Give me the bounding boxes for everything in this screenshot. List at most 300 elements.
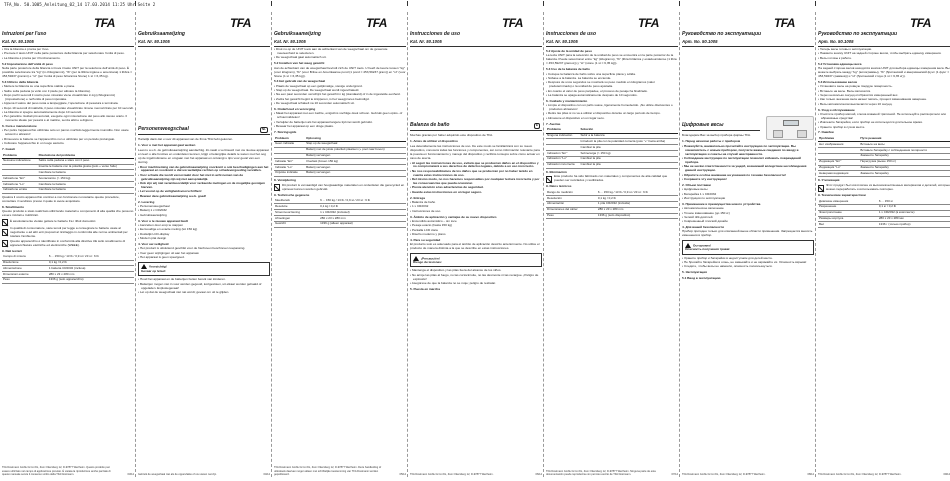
specs-table [274,199,406,228]
list-item: • La bilancia si spegne automaticamente dopo 10 secondi. [2,109,82,114]
table-cell: 0,1 kg / 0,2 lb [48,260,134,266]
section-heading: 8. Eliminación [546,169,567,174]
section-heading: 8. Verwijdering [274,177,296,182]
list-item: • Batterijen mogen niet in vuur worden gegooid, kortgesloten, uit elkaar worden gehaald of opgeladen. Explosiegevaar! [138,281,262,290]
paragraph: La tecla UNIT para la selección de la unidad de peso se encuentra en la parte posterior de la balanza. Puede seleccionar entre "kg" (kilogramo), "lb" (libra británica y estadounidense (1 libra = 453,59237 gramos)) y "st" (stone (1 st = 6,35 kg)). [546,53,677,66]
list-item: • De weegschaal gaat automatisch uit. [274,55,327,60]
fold-line [543,12,544,477]
table-cell: Afmetingen [274,216,319,222]
table-cell: Перегрузка (выше 150 кг) [859,159,950,165]
list-item: • Verwijder de batterijen als het apparaat langere tijd niet wordt gebruikt. [274,119,373,124]
section-heading: 6. Cuidado y mantenimiento [546,98,588,103]
table-cell: Resolutie [274,204,319,210]
table-cell: Замените батарейку [859,171,950,177]
paragraph: Muchas gracias por haber adquirido este dispositivo de TFA. [410,133,494,138]
brand-logo: TFA [230,16,251,30]
list-item: • Per pulire l'apparecchio utilizzate solo un panno morbido leggermente inumidito. Non usare solventi o abrasivi! [2,128,129,137]
product-heading: Цифровые весы [682,122,724,128]
section-heading: 3. Ámbito de aplicación y ventajas de su nuevo dispositivo [410,214,497,219]
list-item: • Zodra het gewicht begint te knipperen, is het weegproces beëindigd. [274,96,370,101]
section-heading: 5.3 Использование весов [818,79,857,84]
list-item: • Salire sulla pedana (a volto con il piede per attivare la bilancia). [2,88,91,93]
table-cell: Indicazione "Lo" [2,182,38,188]
list-item: • Después de unos segundos se mostrará su peso medido en kilogramos (valor predeterminado) o la unidad de peso ajustada. [546,80,655,89]
table-row [2,187,134,193]
list-item: • Точное взвешивание (до 150 кг) [682,210,730,215]
page-footer: Gebruik de weegschaal niet als de oppervlakte of uw voeten nat zijn. 04/14 [138,472,270,476]
page-number: 05/14 [399,472,406,476]
list-item: • No nos responsabilizamos de los daños que se produzcan por no haber tenido en cuenta estas instrucciones de uso. [410,168,533,177]
page-model: Kat. Nr. 50.1005 [274,38,306,44]
list-item: • 1 x CR2032 [410,204,429,209]
section-heading: 4. Для вашей безопасности [682,225,725,230]
page-dutch-1 [138,16,270,476]
table-cell: 1336 g (solo apparecchio) [48,277,134,283]
table-cell: 1 batteria CR2032 (inclusa) [48,266,134,272]
list-item: • Het apparaat is geen speelgoed. [138,255,185,260]
list-item: • Мы не несём ответственности за ущерб, возникший вследствие несоблюдения данной инструкции. [682,164,807,173]
page-spanish-1 [410,16,542,476]
page-number: 07/14 [671,472,678,476]
list-item: • Instrucciones de uso [410,208,441,213]
table-cell: 0,1 kg / 0,2 lb [319,204,406,210]
specs-table [2,255,134,284]
table-cell: Salire sulla pedana e stare con il peso [38,158,134,164]
page-title: Istruzioni per l'uso [2,31,47,37]
list-item: • Теперь весы готовы к эксплуатации. [818,47,873,51]
table-cell: Cambiare la batteria [38,170,134,176]
page-number: 08/14 [807,472,814,476]
table-header-cell: Проблема [818,136,859,141]
list-item: • Весы автоматически выключатся через 10 секунд. [818,101,893,106]
list-item: • Guarde estas instrucciones en un lugar seguro. [410,189,483,194]
list-item: • Rimuovere le batterie se l'apparecchio non è utilizzato per un periodo prolungato. [2,136,116,141]
list-item: • Следите, чтобы весы не намокли, опасность поскользнуться. [682,264,773,269]
list-item: • Современный плоский дизайн [682,219,728,224]
list-item: • Весы готовы к работе. [818,55,852,60]
page-body [410,120,542,292]
paragraph: Этот продукт был изготовлен из высококачественных материалов и деталей, которые можно переработать и использовать повторно. [826,183,950,192]
table-cell: Resolución [546,196,597,202]
list-item: • Stap op de weegschaal. De weegschaal wordt ingeschakeld. [274,88,360,93]
section-heading: 5.3 Utilizzo della bilancia [2,79,39,84]
paragraph: Leest u a.u.b. de gebruiksaanwijzing aandachtig. Zo raakt u vertrouwd met uw nieuwe apparaat en leert u alle functies en onderdelen kennen, krijgt u belangrijke details te weten met het oog op de ingebruikname en omgaan met het apparaat en ontvangt u tips voor geval van een storing. [138,147,269,164]
fold-line [135,12,136,477]
list-item: • Het product is uitsluitend geschikt voor de hierboven beschreven toepassing. [138,246,246,251]
section-heading: 5.3 Uso de la balanza de baño [546,67,590,72]
list-item: • Per garantire risultati più accurati, eseguire ogni misurazione del peso allo stesso orario. Il momento ideale per pesarsi è al mattino, senza abiti e a digiuno. [2,114,128,123]
section-heading: 5.2 Impostazione dell'unità di peso [2,61,53,66]
table-header-cell: Problema [2,153,38,158]
table-cell: 1 x CR2032 (inclusief) [319,210,406,216]
table-cell: Встаньте на весы [859,142,950,148]
fold-line [271,12,272,477]
list-item: • Modern plat design [138,236,167,241]
list-item: • Ook zijn wij niet verantwoordelijk voor verkeerde metingen en de mogelijke gevolgen hiervan. [138,181,265,190]
list-item: • Let vooral op de veiligheidsvoorschriften! [138,189,202,194]
table-cell: Rango de medición [546,190,597,195]
table-cell: Indicación "Err" [546,151,580,157]
section-heading: 1. Voor u met het apparaat gaat werken [138,143,196,148]
table-cell: Нет изображения [818,142,859,148]
table-cell: Indicazione "Err" [2,176,38,182]
page-dutch-2 [274,16,406,476]
warning-box: ¡Precaución! Riesgo de lesiones: [410,253,542,267]
list-item: • Автоматическое включение [682,206,724,211]
page-title: Gebruiksaanwijzing [274,31,321,37]
list-item: • Mantenga el dispositivo y las pilas fuera del alcance de los niños. [410,268,502,273]
section-heading: 3. Применение и преимущества нового устройства [682,201,761,206]
page-body [546,48,678,221]
table-cell: Peso [2,277,48,283]
list-item: • Четкий ЖК-дисплей [682,214,713,219]
paragraph: Nella parte posteriore della bilancia si trova il tasto UNIT per la selezione dell'unità di peso. È possibile selezionare tra "kg" (in chilogrammi), "lb" (per la libbra inglese e americana) 1 libbra = 453,59237 grammi) e "st" (per l'unità di peso britannica Stone) 1 st = 6,35 kg). [2,65,133,78]
table-row [2,277,134,283]
paragraph: Hartelijk dank dat u voor dit apparaat van de firma TFA hebt gekozen. [138,137,234,142]
table-cell: Cambiare la batteria [38,187,134,193]
table-cell: Dimensiones del cárter [546,207,597,213]
page-spanish-2 [546,16,678,476]
list-item: • Preste atención a las advertencias de seguridad. [410,185,484,190]
section-heading: 2. Объем поставки [682,182,711,187]
table-cell: Indicatie "Err" [274,159,305,165]
table-cell: Batterij vervangen [305,170,406,176]
fold-line [815,12,816,477]
page-model: Kat. Nr. 50.1005 [546,38,578,44]
list-item: • Door inachtneming van de gebruiksaanwijzing voorkomt u ook beschadigingen aan het apparaat en voorkomt u dat uw wettelijke rechten op schadevergoeding vervallen. [138,164,269,173]
table-cell: 6 ... 150 kg / 13 lb / 0,9 st / 23 st : 6 lb [319,199,406,204]
table-row [546,213,678,219]
crop-mark [271,1,272,6]
table-cell: Batterij vervangen [305,153,406,159]
paragraph: In qualità di consumatore, siete tenuti per legge a consegnare le batterie usate al negoziante o ad altri enti preposti al riciclaggio in conformità alle norme ambientali per tutelare l'ambiente. [10,225,128,238]
section-heading: 7. Guasti [2,147,16,152]
table-cell: Cambiar la pila [580,162,678,168]
list-item: • Balanza de baño [410,200,436,205]
divider [138,134,270,135]
page-footer: TFA Dostmann GmbH & Co.KG, Zum Ottersberg 12, D-97877 Wertheim. Questo prodotto può essere utilizzato nel campo di applicazione previsto. È vietata la riproduzione anche parziale di questo manuale senza il consenso scritto della TFA Dostmann. 03/14 [2,466,134,476]
list-item: • Plaats de weegschaal op een gelijkmatige, stevige ondergrond. [274,83,363,88]
table-cell: Cambiare la batteria [38,182,134,188]
page-footer: TFA Dostmann GmbH & Co.KG, Zum Ottersberg 12, D-97877 Wertheim. 06/14 [410,472,542,476]
section-heading: 4. Voor uw veiligheid [138,242,169,246]
paragraph: Dit product is vervaardigd van hoogwaardige materialen en onderdelen die gerecycled en opnieuw kunnen worden gebruikt. [282,182,405,191]
table-cell: Электропитание [818,210,878,216]
section-heading: 7. Ошибки [818,130,834,135]
table-header-cell: Solución [580,128,678,133]
list-item: • Encendido automático – sin toce [410,219,457,224]
paragraph: Aan de achterkant van de weegschaal bevindt zich de UNIT toets. U heeft de keuze tussen "kg" (voor kilogram), "lb" (voor Britse en Amerikaanse pond (1 pond = 453,59237 gram)) en "st" (voor Stone (1 st = 6,35 kg)). [274,65,406,78]
list-item: • Súbase a la balanza. La balanza se enciende. [546,75,612,80]
section-heading: 9. Technische gegevens [274,192,310,197]
table-cell: Onjuiste indicatie [274,170,305,176]
list-item: • Eenvoudige en exacte meting (tot 150 kg) [138,227,198,232]
brand-logo: TFA [910,16,931,30]
table-cell: 6 ... 150 kg / 13 lb / 0,9 st / 23 st : 6 lb [48,255,134,260]
list-item: • Нажмите кнопку UNIT на задней стороне весов, чтобы выбрать единицу измерения. [818,51,942,56]
page-title: Instrucciones de uso [410,31,461,37]
brand-logo: TFA [502,16,523,30]
table-cell: Stap op de weegschaal [305,141,406,147]
table-header-cell: Risoluzione del problema [38,153,134,158]
page-body [818,48,950,230]
page-body [138,124,270,295]
list-item: • La bilancia è pronta per il funzionamento. [2,55,61,60]
list-item: • Bewaar deze gebruiksaanwijzing a.u.b. goed! [138,193,207,198]
paragraph: Questo apparecchio è identificato in conformità alla direttiva UE sullo smaltimento di apparecchiature elettriche ed elettroniche (WEEE). [10,238,126,247]
list-item: • Пожалуйста, внимательно прочитайте инструкцию по эксплуатации. Вы ознакомитесь с новым прибором, получите важные сведения по вводу в эксплуатацию и советы на случай неисправности. [682,143,799,156]
page-footer: TFA Dostmann GmbH & Co.KG, Zum Ottersberg 12, D-97877 Wertheim. 09/14 [818,472,950,476]
paragraph: È assolutamente vietato gettare le batterie fra i rifiuti domestici. [10,219,97,224]
divider [682,46,814,47]
table-cell: Risoluzione [2,260,48,266]
table-cell: Неверная индикация [818,171,859,177]
crop-mark [407,1,408,6]
list-item: • Aanzetten door erop te stappen [138,223,184,228]
section-heading: 9. Datos técnicos [546,184,572,189]
table-cell: 0,1 kg / 0,2 lb [597,196,678,202]
list-item: • Dopo pochi secondi il vostro peso misurato viene visualizzato in kg (chilogrammi) (impostazione) e nell'unità di peso impostata. [2,92,116,101]
list-item: • Al seguir las instrucciones de uso, evitará que se produzcan daños en el dispositivo y no comprometerá a sus derechos de defectos legales, debido a un uso incorrecto. [410,160,539,169]
paragraph: Qualora il vostro apparecchio continui a non funzionare nonostante queste procedure, consultare il venditore presso il quale lo avete acquistato. [2,194,120,203]
section-heading: 5.2 Ajuste de la unidad de peso [546,49,592,53]
list-item: • Очистите прибор мягкой, слегка влажной тряпочкой. Не используйте растворители или абразивные средства! [818,111,946,120]
page-title: Instrucciones de uso [546,31,597,37]
page-number: 03/14 [127,472,134,476]
section-heading: 2. Levering [138,199,155,204]
table-cell: 6 ... 150 кг [878,199,950,204]
list-item: • Asegúrese de que la balanza no se moje; peligro de resbalar. [410,281,496,286]
page-title: Руководство по эксплуатации [682,31,762,37]
page-body [274,48,406,230]
warning-box: Voorzichtig! Gevaar op letsel: [138,262,270,276]
section-heading: 1. Перед началом работы с прибором [682,139,741,144]
list-item: • Инструкция по эксплуатации [682,195,726,200]
list-item: • Del mismo modo, no nos hacemos responsables por cualquier lectura incorrecta y por las consecuencias que pueda ocasionar. [410,177,540,186]
table-cell: Размеры корпуса [818,216,878,222]
table-cell: Sovraccarico (> 150 kg) [38,176,134,182]
page-footer: TFA Dostmann GmbH & Co.KG, Zum Ottersberg 12, D-97877 Wertheim. Deze handleiding of uittreksels daarvan mogen alleen met schriftelijke toestemming van TFA Dostmann worden gepubliceerd. 05/14 [274,466,406,476]
section-heading: 5.1 Ввод в эксплуатацию [682,276,721,281]
crossed-bin-icon [2,240,8,247]
page-model: Kat. Nr. 50.1005 [410,38,442,44]
section-heading: 8. Утилизация [818,178,840,183]
section-heading: 5.2 Instellen van het weeg gewicht [274,61,325,66]
page-model: Kat. Nr. 50.1005 [138,38,170,44]
list-item: • Batterij 1 x CR2032 [138,208,167,213]
table-cell: Inserite le batterie con la polarità giusta (polo + verso l'alto) [38,164,134,170]
brand-logo: TFA [366,16,387,30]
table-cell: Разрешение [818,204,878,210]
table-cell: 0,1 кг / 0,2 lb [878,204,950,210]
table-cell: 1 pila CR2032 (incluida) [597,201,678,207]
table-row [274,170,406,176]
list-item: • Let op dat de weegschaal niet nat wordt; gevaar om uit te glijden. [138,289,230,294]
page-model: Арт. No. 50.1005 [818,38,854,44]
table-cell: Индикация "Err" [818,159,859,165]
section-heading: 5. Puesta en marcha [410,287,440,292]
table-cell: Indicazione errata [2,187,38,193]
list-item: • Coloque la balanza de baño sobre una superficie plana y sólida. [546,71,636,76]
page-russian-1 [682,16,814,476]
troubleshooting-table [546,128,678,169]
section-heading: 6. Onderhoud en verzorging [274,107,316,112]
table-cell: Индикация "Lo" [818,165,859,171]
page-model: Kat. Nr. 50.1005 [2,38,34,44]
fold-line [679,12,680,477]
list-item: • Maak het apparaat met een zachte, enigszins vochtige doek schoon. Gebruik geen oplos- of schuurmiddelen! [274,111,403,120]
table-cell: Introducir la pila con la polaridad correcta (polo "+" hacia arriba) [580,139,678,145]
list-item: • Personenweegschaal [138,204,170,209]
table-cell: Замените батарейку [859,165,950,171]
list-item: • Limpie el dispositivo con un paño suave, ligeramente humedecido. ¡No utilice disolventes o productos abrasivos! [546,103,673,112]
section-heading: 1. Antes de utilizar el dispositivo [410,139,458,144]
brand-logo: TFA [774,16,795,30]
brand-logo: TFA [638,16,659,30]
brand-logo: TFA [94,16,115,30]
table-row [274,221,406,227]
table-cell: Indicatie "Lo" [274,165,305,171]
paragraph: Благодарим Вас за выбор прибора фирмы TFA. [682,133,751,138]
list-item: • Voor schade die wordt veroorzaakt door het niet in acht nemen van de gebruiksaanwijzing zijn wij niet aansprakelijk. [138,172,244,181]
table-cell: Overlast (boven 150 kg) [305,159,406,165]
list-item: • Сохраните эту инструкцию! [682,176,727,181]
paragraph: Lea detenidamente las instrucciones de uso. De este modo se familiarizará con su nuevo dispositivo, conocerá todas las funciones y componentes, así como información relevante para la puesta en funcionamiento y manejo del dispositivo y recibirá consejos sobre cómo actuar en caso de avería. [410,143,540,160]
section-heading: 2. Entrega [410,195,425,200]
page-number: 06/14 [535,472,542,476]
list-item: • Установите весы на ровную твердую поверхность. [818,84,893,89]
table-cell: Indicación incorrecta [546,162,580,168]
list-item: • En cuanto el valor de peso parpadee, el proceso de pesaje ha finalizado. [546,88,648,93]
table-row [546,162,678,168]
language-badge: E [535,123,538,127]
product-heading: Personenweegschaal [138,126,189,132]
section-heading: 5.2 Установка единицы веса [818,61,862,66]
page-model: Арт. No. 50.1005 [682,38,718,44]
crop-mark [135,1,136,6]
list-item: • Na een paar seconden verschijnt het gewicht in kg (standaard) of in de ingestelde eenheid. [274,92,401,97]
list-item: • Bewaar het apparaat op een droge plaats. [274,124,334,129]
table-cell: Sobrecarga (> 150 kg) [580,151,678,157]
section-heading: 7. Storingsgids [274,130,297,135]
table-header-cell: Probleem [274,136,305,141]
divider [682,130,760,131]
table-row [818,222,950,228]
section-heading: 3. Voor u te nieuwe apparaat biedt [138,218,188,223]
list-item: • Храните прибор и батарейки в недоступном для детей месте. [682,255,773,260]
list-item: • Dopo 10 secondi di inattività, il peso misurato visualizzato rimane memorizzato per 10 secondi. [2,105,134,110]
table-cell: Campo di misura [2,255,48,260]
page-body [682,120,814,282]
section-heading: 5.3 Het gebruik van de weegschaal [274,79,326,84]
table-cell: Stroomvoorziening [274,210,319,216]
list-item: • Через несколько секунд отобразится измеренный вес. [818,92,899,97]
table-cell: 280 x 23 x 280 мм [878,216,950,222]
troubleshooting-table [274,136,406,177]
divider [410,46,542,47]
table-row [818,171,950,177]
table-cell: 280 x 23 x 280 mm [319,216,406,222]
table-cell: Вес [818,222,878,228]
warning-box: Осторожно! Опасность получения травм: [682,240,814,254]
crop-mark [543,1,544,6]
list-item: • Voer geen wijzigingen uit aan het apparaat. [138,250,200,255]
page-title: Руководство по эксплуатации [818,31,898,37]
table-cell: Вставьте батарейку с соблюдением полярности [859,148,950,154]
page-title: Gebruiksaanwijzing [138,31,185,37]
section-heading: 5. Эксплуатация [682,270,707,275]
list-item: • Gebruiksaanwijzing [138,212,167,217]
crossed-bin-icon [2,229,8,236]
table-cell: 6 ... 150 kg / 13 lb / 0,9 st / 23 st : 6 lb [597,190,678,195]
troubleshooting-table [818,136,950,177]
paragraph: El producto solo es adecuado para el ámbito de aplicación descrito anteriormente. No utilice el producto de manera distinta a la que se describe en estas instrucciones. [410,242,540,251]
list-item: • Цифровые весы [682,187,708,192]
list-item: • Diseño moderno y plano [410,232,446,237]
section-heading: 4. Para su seguridad [410,238,441,242]
list-item: • Pantalla LCD clara [410,227,438,232]
list-item: • Как только значение веса начнет мигать, процесс взвешивания завершен. [818,97,927,102]
crossed-bin-icon [2,219,8,226]
specs-table [546,190,678,219]
table-cell: 1336 g (alleen apparaat) [319,221,406,227]
language-badge: NL [262,127,266,131]
table-cell: Диапазон измерения [818,199,878,204]
paragraph: Este producto ha sido fabricado con materiales y componentes de alta calidad que pueden ser reciclados y reutilizados. [554,174,668,183]
crop-mark [815,1,816,6]
fold-line [407,12,408,477]
list-item: • Appena il valore del peso resta a lampeggiare, l'operazione di pesatura è terminata. [2,101,119,106]
table-cell: 280 x 23 x 280 mm [48,272,134,278]
crop-mark [679,1,680,6]
table-cell: Geen indicatie [274,141,305,147]
table-cell: Batterij vervangen [305,165,406,171]
page-number: 04/14 [263,472,270,476]
list-item: • Не бросайте батарейки в огонь, не замыкайте и не заряжайте их. Опасность взрыва! [682,259,807,264]
list-item: • Встаньте на весы. Весы включатся. [818,88,872,93]
page-footer: TFA Dostmann GmbH & Co.KG, Zum Ottersberg 12, D-97877 Wertheim. Ninguna parte de esta documentación puede reproducirse sin permiso escrito de TFA Dostmann. 07/14 [546,469,678,476]
list-item: • Mettere la bilancia su una superficie stabile e piana. [2,84,75,89]
table-cell: 280 x 23 x 280 mm [597,207,678,213]
crossed-bin-icon [818,185,824,192]
troubleshooting-table [2,153,134,194]
table-cell: Ninguna indicación [546,133,580,139]
table-cell: 1 x CR2032 (в комплекте) [878,210,950,216]
list-item: • Retire las pilas si no va a utilizar el dispositivo durante un largo periodo de tiempo. [546,111,661,116]
paragraph: Прибор пригоден только для описанной выше области применения. Запрещается вносить изменения в прибор. [682,229,813,238]
table-cell: Alimentazione [2,266,48,272]
table-cell: Batterij met de juiste polariteit plaatsen (+ pool naar boven) [305,147,406,153]
page-footer: TFA Dostmann GmbH & Co.KG, Zum Ottersberg 12, D-97877 Wertheim. 08/14 [682,472,814,476]
table-cell: Alimentación [546,201,597,207]
table-cell: 1336 г (только прибор) [878,222,950,228]
list-item: • Collocare l'apparecchio in un luogo asciutto. [2,141,65,146]
list-item: • Извлеките батарейки, если прибор не используется длительное время. [818,120,923,125]
table-cell: Subir a la balanza [580,133,678,139]
divider [138,46,270,47]
list-item: • De weegschaal schakelt na 10 seconden automatisch uit. [274,101,355,106]
list-item: • Almacene el dispositivo en un lugar seco. [546,115,605,120]
table-cell: Cambiar la pila [580,156,678,162]
list-item: • La balanza se apaga automáticamente después de 10 segundos. [546,92,638,97]
list-item: • Храните прибор в сухом месте. [818,124,866,129]
file-header: TFA_No. 50.1005_Anleitung_02_14 17.03.2014 11:25 Uhr Seite 2 [4,2,156,7]
page-italian [2,16,134,476]
divider [546,46,678,47]
table-cell: Замените батарейку [859,153,950,159]
divider [410,130,542,131]
list-item: • Pesaje exacto (hasta 150 kg) [410,223,453,228]
